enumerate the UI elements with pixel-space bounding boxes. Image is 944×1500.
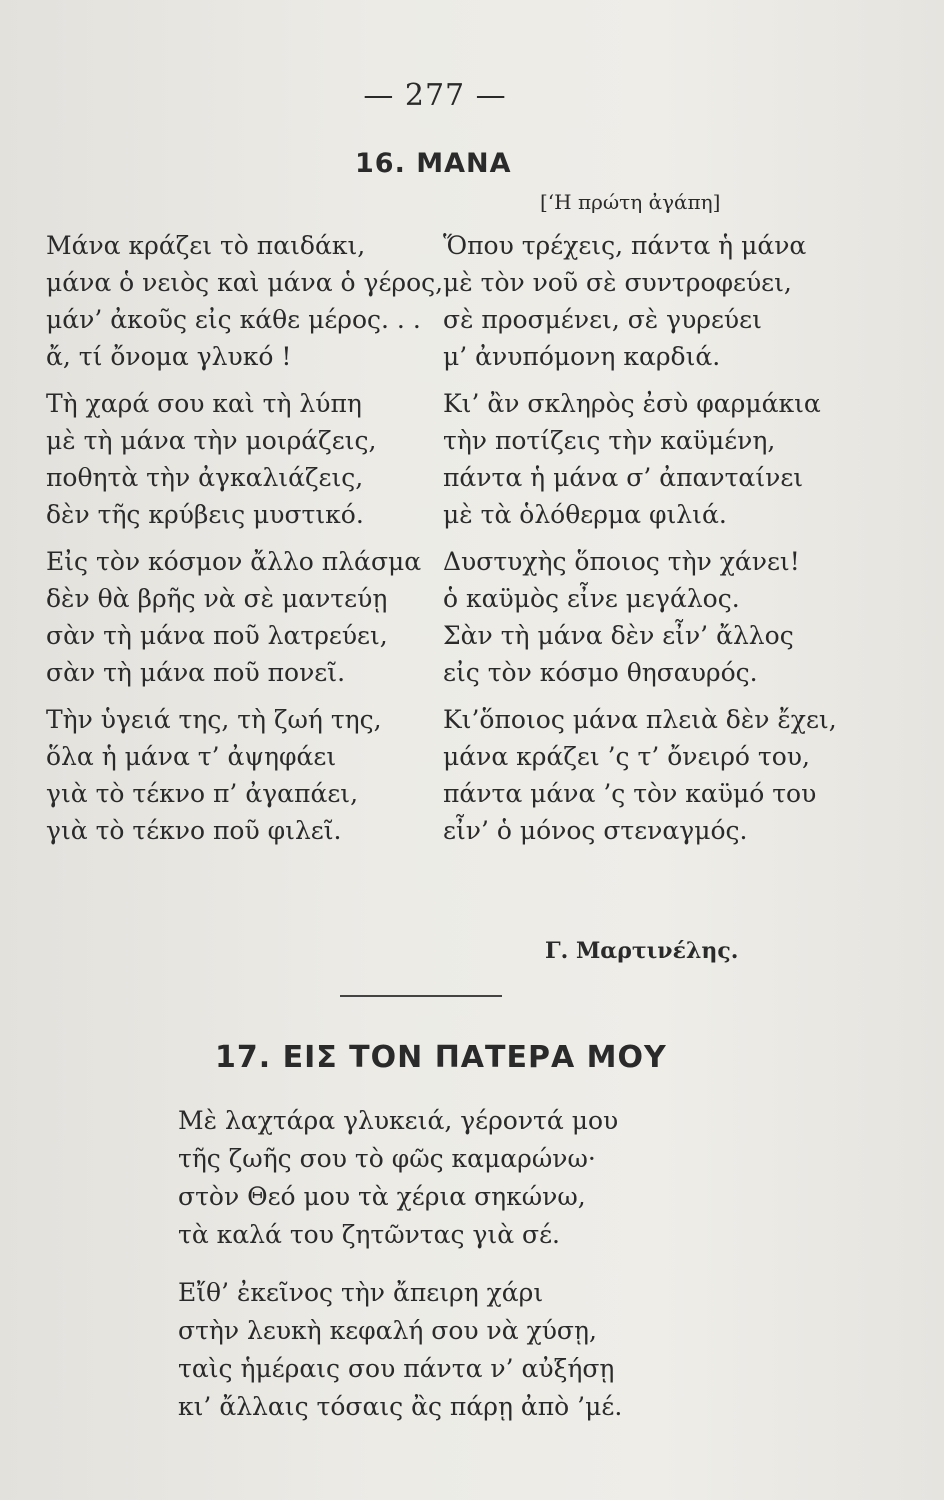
verse-line: στὴν λευκὴ κεφαλή σου νὰ χύσῃ, (178, 1316, 597, 1345)
verse-line: πάντα μάνα ’ς τὸν καϋμό του (443, 779, 817, 808)
verse-line: Ὅπου τρέχεις, πάντα ἡ μάνα (443, 231, 807, 260)
section-divider (340, 995, 502, 997)
verse-line: τῆς ζωῆς σου τὸ φῶς καμαρώνω· (178, 1144, 596, 1173)
verse-line: μ’ ἀνυπόμονη καρδιά. (443, 342, 721, 371)
stanza (46, 543, 443, 691)
verse-line: γιὰ τὸ τέκνο π’ ἀγαπάει, (46, 779, 359, 808)
verse-line: Εἴθ’ ἐκεῖνος τὴν ἄπειρη χάρι (178, 1278, 544, 1307)
verse-line: μὲ τὴ μάνα τὴν μοιράζεις, (46, 426, 377, 455)
stanza (46, 701, 443, 849)
verse-line: τὴν ποτίζεις τὴν καϋμένη, (443, 426, 776, 455)
poem-17-title: 17. ΕΙΣ ΤΟΝ ΠΑΤΕΡΑ ΜΟΥ (215, 1040, 667, 1075)
verse-line: γιὰ τὸ τέκνο ποῦ φιλεῖ. (46, 816, 342, 845)
verse-line: Τὴν ὑγειά της, τὴ ζωή της, (46, 705, 382, 734)
verse-line: σὲ προσμένει, σὲ γυρεύει (443, 305, 762, 334)
verse-line: δὲν θὰ βρῆς νὰ σὲ μαντεύῃ (46, 584, 388, 613)
verse-line: ὁ καϋμὸς εἶνε μεγάλος. (443, 584, 740, 613)
stanza (443, 543, 837, 691)
verse-line: Σὰν τὴ μάνα δὲν εἶν’ ἄλλος (443, 621, 794, 650)
stanza (443, 385, 837, 533)
poem-16-left-column (46, 227, 443, 859)
verse-line: ἄ, τί ὄνομα γλυκό ! (46, 342, 292, 371)
poem-17-body (178, 1102, 622, 1446)
verse-line: μὲ τὰ ὁλόθερμα φιλιά. (443, 500, 727, 529)
verse-line: εἶν’ ὁ μόνος στεναγμός. (443, 816, 748, 845)
verse-line: στὸν Θεό μου τὰ χέρια σηκώνω, (178, 1182, 586, 1211)
poem-16-right-column (443, 227, 837, 859)
verse-line: σὰν τὴ μάνα ποῦ πονεῖ. (46, 658, 346, 687)
verse-line: Τὴ χαρά σου καὶ τὴ λύπη (46, 389, 362, 418)
poem-16-title: 16. ΜΑΝΑ (355, 148, 512, 179)
verse-line: Δυστυχὴς ὅποιος τὴν χάνει! (443, 547, 800, 576)
page-number: — 277 — (363, 78, 507, 113)
verse-line: Κι’ ἂν σκληρὸς ἐσὺ φαρμάκια (443, 389, 821, 418)
verse-line: ποθητὰ τὴν ἀγκαλιάζεις, (46, 463, 364, 492)
poem-16-signature: Γ. Μαρτινέλης. (545, 938, 739, 964)
verse-line: τὰ καλά του ζητῶντας γιὰ σέ. (178, 1220, 561, 1249)
verse-line: ταὶς ἡμέραις σου πάντα ν’ αὐξήσῃ (178, 1354, 615, 1383)
verse-line: μάνα ὁ νειὸς καὶ μάνα ὁ γέρος, (46, 268, 444, 297)
verse-line: μὲ τὸν νοῦ σὲ συντροφεύει, (443, 268, 792, 297)
stanza (443, 701, 837, 849)
verse-line: πάντα ἡ μάνα σ’ ἀπανταίνει (443, 463, 804, 492)
stanza (443, 227, 837, 375)
verse-line: δὲν τῆς κρύβεις μυστικό. (46, 500, 364, 529)
verse-line: κι’ ἄλλαις τόσαις ἂς πάρῃ ἀπὸ ’μέ. (178, 1392, 623, 1421)
verse-line: μάν’ ἀκοῦς εἰς κάθε μέρος. . . (46, 305, 421, 334)
stanza (178, 1102, 622, 1254)
verse-line: σὰν τὴ μάνα ποῦ λατρεύει, (46, 621, 388, 650)
stanza (46, 227, 443, 375)
verse-line: Μὲ λαχτάρα γλυκειά, γέροντά μου (178, 1106, 619, 1135)
verse-line: μάνα κράζει ’ς τ’ ὄνειρό του, (443, 742, 810, 771)
verse-line: Μάνα κράζει τὸ παιδάκι, (46, 231, 366, 260)
poem-16-subtitle: [‘Η πρώτη ἀγάπη] (540, 190, 721, 214)
verse-line: εἰς τὸν κόσμο θησαυρός. (443, 658, 758, 687)
stanza (46, 385, 443, 533)
verse-line: ὅλα ἡ μάνα τ’ ἀψηφάει (46, 742, 337, 771)
verse-line: Κι’ὅποιος μάνα πλειὰ δὲν ἔχει, (443, 705, 837, 734)
verse-line: Εἰς τὸν κόσμον ἄλλο πλάσμα (46, 547, 422, 576)
stanza (178, 1274, 622, 1426)
